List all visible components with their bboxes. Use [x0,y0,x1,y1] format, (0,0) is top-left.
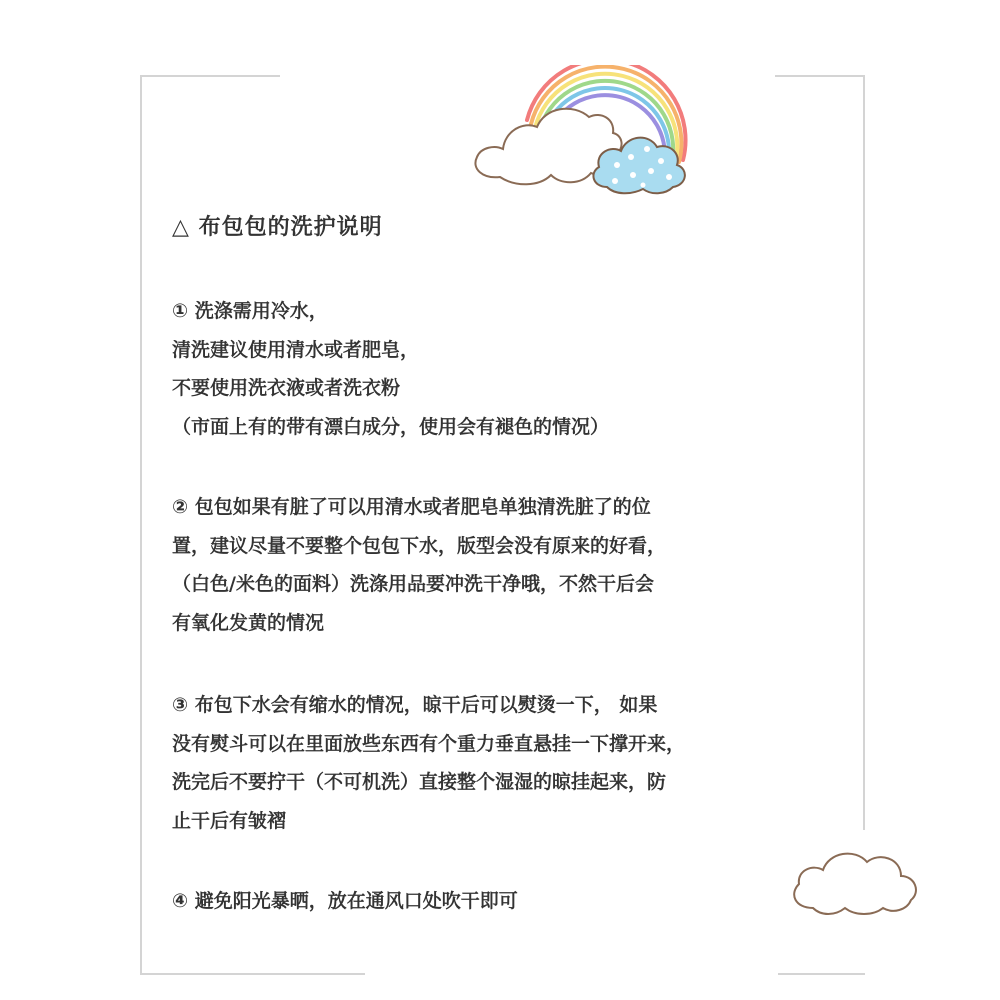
care-item-3-line-3: 洗完后不要拧干（不可机洗）直接整个湿湿的晾挂起来，防 [172,771,667,793]
page-title: △ 布包包的洗护说明 [172,215,383,240]
care-item-3-line-2: 没有熨斗可以在里面放些东西有个重力垂直悬挂一下撑开来， [172,732,686,755]
care-item-4 [172,882,518,921]
rainbow-clouds-illustration [465,65,705,195]
care-item-2-line-4: 有氧化发黄的情况 [172,611,325,634]
care-item-1-line-1: ① 洗涤需用冷水， [172,300,328,322]
care-item-1-line-2: 清洗建议使用清水或者肥皂， [172,338,420,361]
frame-bottom-right [778,973,865,975]
care-item-2-line-2: 置，建议尽量不要整个包包下水，版型会没有原来的好看， [172,534,667,557]
care-item-3-line-4: 止干后有皱褶 [172,809,287,832]
frame-top-left [140,75,280,77]
cloud-outline-illustration [785,838,930,918]
care-item-4-line-1: ④ 避免阳光暴晒，放在通风口处吹干即可 [172,890,518,912]
frame-bottom-left [140,973,365,975]
care-item-3-line-1: ③ 布包下水会有缩水的情况，晾干后可以熨烫一下， 如果 [172,694,658,716]
care-item-3 [172,686,685,840]
cloud-icon [794,854,916,914]
care-item-2-line-3: （白色/米色的面料）洗涤用品要冲洗干净哦，不然干后会 [172,573,654,595]
care-item-1 [172,292,609,446]
frame-left [140,75,142,975]
care-item-1-line-4: （市面上有的带有漂白成分，使用会有褪色的情况） [172,415,610,438]
care-item-2 [172,488,666,642]
care-item-2-line-1: ② 包包如果有脏了可以用清水或者肥皂单独清洗脏了的位 [172,496,651,518]
frame-right [863,75,865,830]
care-item-1-line-3: 不要使用洗衣液或者洗衣粉 [172,377,401,399]
frame-top-right [775,75,865,77]
